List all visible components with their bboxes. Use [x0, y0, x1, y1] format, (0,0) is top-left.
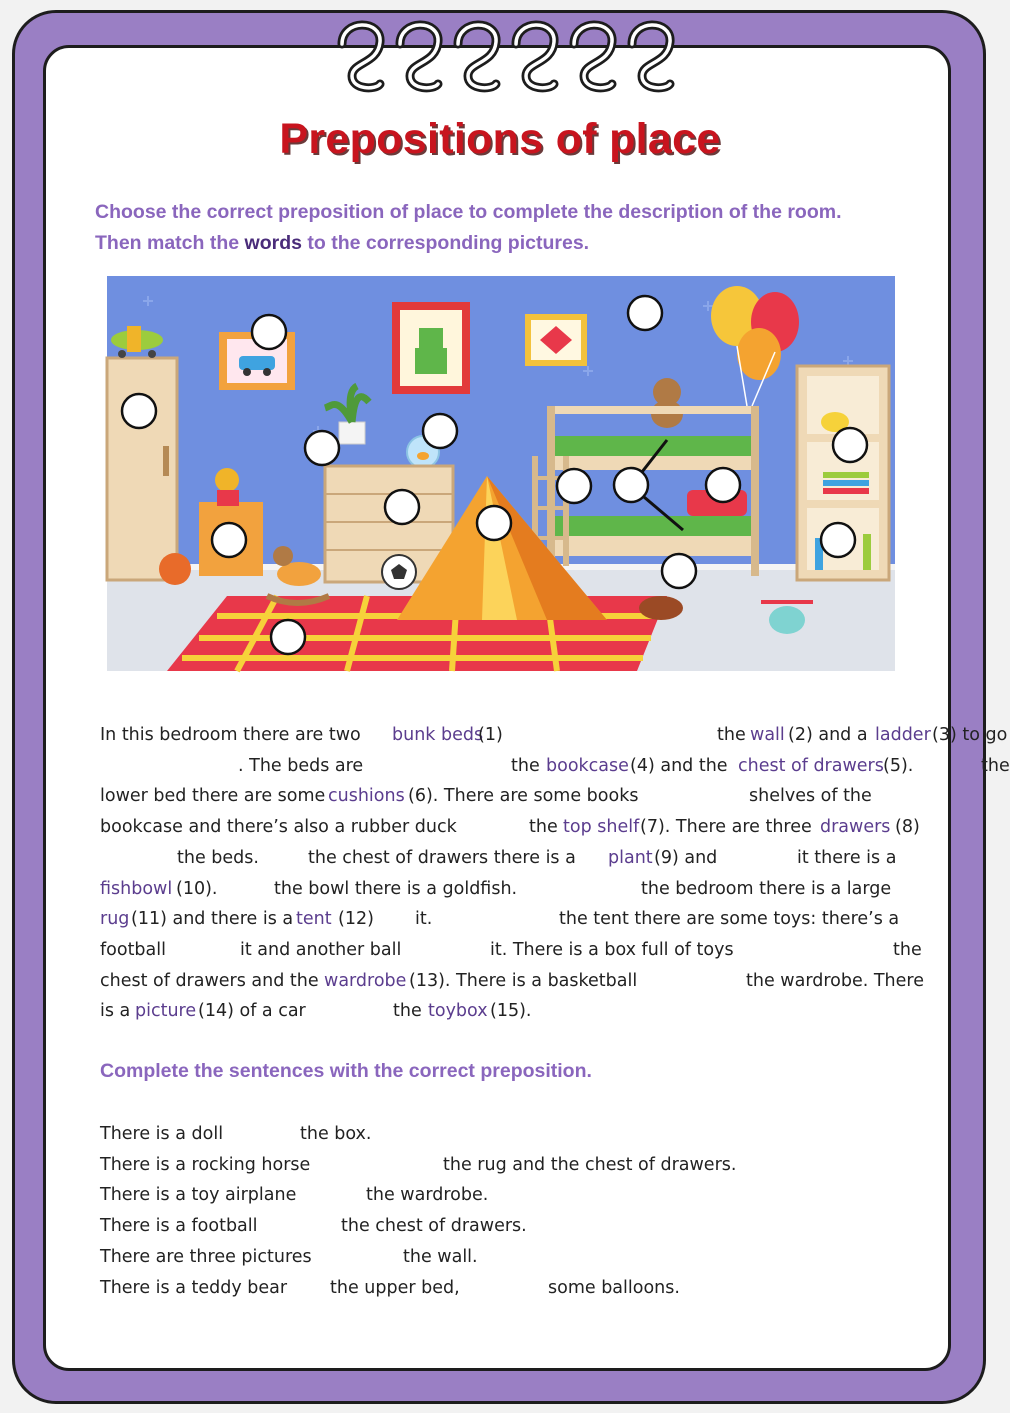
answer-circle[interactable] [706, 468, 740, 502]
answer-circle[interactable] [662, 554, 696, 588]
text-segment: the bedroom there is a large [641, 878, 892, 899]
sentence-segment: There is a teddy bear [100, 1277, 288, 1298]
sentence-segment: some balloons. [548, 1277, 680, 1298]
text-segment: (15). [490, 1001, 532, 1022]
keyword: wardrobe [324, 970, 407, 991]
answer-circle[interactable] [385, 490, 419, 524]
text-segment: shelves of the [749, 786, 872, 807]
keyword: fishbowl [100, 878, 173, 899]
text-segment: is a [100, 1001, 131, 1022]
text-segment: the [981, 755, 1010, 776]
text-segment: the tent there are some toys: there’s a [559, 909, 900, 930]
text-segment: chest of drawers and the [100, 970, 319, 991]
text-segment: (12) [338, 909, 374, 930]
text-segment: (11) and there is a [131, 909, 294, 930]
sentence-segment: There is a football [100, 1216, 258, 1237]
text-segment: (14) of a car [198, 1001, 306, 1022]
text-segment: it and another ball [240, 939, 402, 960]
text-segment: the [717, 725, 746, 745]
sentence-segment: There is a doll [100, 1124, 224, 1144]
keyword: ladder [875, 725, 931, 745]
sentence-segment: the wardrobe. [366, 1185, 489, 1206]
answer-circle[interactable] [477, 506, 511, 540]
rugby-ball [639, 596, 683, 620]
keyword: rug [100, 909, 130, 930]
text-segment: it. [415, 909, 433, 930]
answer-circle[interactable] [305, 431, 339, 465]
keyword: tent [296, 909, 332, 930]
text-segment: (4) and the [630, 755, 728, 776]
sentence-segment: the chest of drawers. [341, 1216, 527, 1237]
keyword: chest of drawers [738, 755, 884, 776]
text-segment: it. There is a box full of toys [490, 939, 734, 960]
instructions-line-2b: to the corresponding pictures. [301, 232, 590, 254]
answer-circle[interactable] [271, 620, 305, 654]
answer-circle[interactable] [252, 315, 286, 349]
text-segment: it there is a [797, 847, 897, 868]
keyword: drawers [820, 817, 891, 838]
text-segment: the beds. [177, 847, 259, 868]
instructions-line-2a: Then match the [95, 232, 245, 254]
text-segment: the [893, 939, 922, 960]
text-segment: football [100, 939, 166, 960]
text-segment: the [529, 817, 558, 838]
spiral-binding-icon [332, 14, 712, 94]
instructions-line-1: Choose the correct preposition of place to complete the description of the room. [95, 201, 842, 223]
sentence-segment: the box. [300, 1124, 372, 1144]
sentence-segment: the upper bed, [330, 1277, 460, 1298]
answer-circle[interactable] [423, 414, 457, 448]
description-paragraph [100, 720, 1010, 1030]
text-segment: (10). [176, 878, 218, 899]
text-segment: (2) and a [788, 725, 868, 745]
keyword: cushions [328, 786, 405, 807]
kite-picture [525, 314, 587, 366]
text-segment: the chest of drawers there is a [308, 847, 576, 868]
keyword: top shelf [563, 817, 640, 838]
keyword: picture [135, 1001, 197, 1022]
sentence-list [100, 1119, 930, 1309]
answer-circle[interactable] [212, 523, 246, 557]
sentence-segment: the wall. [403, 1246, 478, 1267]
text-segment: In this bedroom there are two [100, 725, 361, 745]
text-segment: (13). There is a basketball [409, 970, 638, 991]
sentence-segment: There is a rocking horse [100, 1154, 311, 1175]
answer-circle[interactable] [557, 469, 591, 503]
text-segment: (5). [883, 755, 914, 776]
text-segment: (1) [478, 725, 503, 745]
text-segment: the [511, 755, 540, 776]
keyword: plant [608, 847, 653, 868]
text-segment: . The beds are [238, 755, 364, 776]
answer-circle[interactable] [614, 468, 648, 502]
text-segment: lower bed there are some [100, 786, 326, 807]
instructions [95, 197, 925, 259]
basketball [159, 553, 191, 585]
sentence-segment: There is a toy airplane [100, 1185, 297, 1206]
keyword: toybox [428, 1001, 488, 1022]
sentence-segment: the rug and the chest of drawers. [443, 1154, 737, 1175]
page-title: Prepositions of place [279, 115, 721, 163]
bedroom-illustration [107, 276, 895, 671]
sentence-segment: There are three pictures [100, 1246, 312, 1267]
answer-circle[interactable] [821, 523, 855, 557]
text-segment: (6). There are some books [408, 786, 639, 807]
subheading: Complete the sentences with the correct preposition. [100, 1060, 592, 1082]
keyword: bunk beds [392, 725, 484, 745]
text-segment: (8) [895, 817, 920, 838]
answer-circle[interactable] [833, 428, 867, 462]
text-segment: (3) to go [932, 725, 1008, 745]
robot-picture [392, 302, 470, 394]
instructions-highlight: words [244, 232, 302, 254]
text-segment: the wardrobe. There [746, 970, 924, 991]
text-segment: bookcase and there’s also a rubber duck [100, 817, 457, 838]
keyword: wall [750, 725, 785, 745]
keyword: bookcase [546, 755, 629, 776]
answer-circle[interactable] [628, 296, 662, 330]
answer-circle[interactable] [122, 394, 156, 428]
text-segment: (7). There are three [640, 817, 812, 838]
text-segment: (9) and [654, 847, 718, 868]
text-segment: the bowl there is a goldfish. [274, 878, 518, 899]
text-segment: the [393, 1001, 422, 1022]
